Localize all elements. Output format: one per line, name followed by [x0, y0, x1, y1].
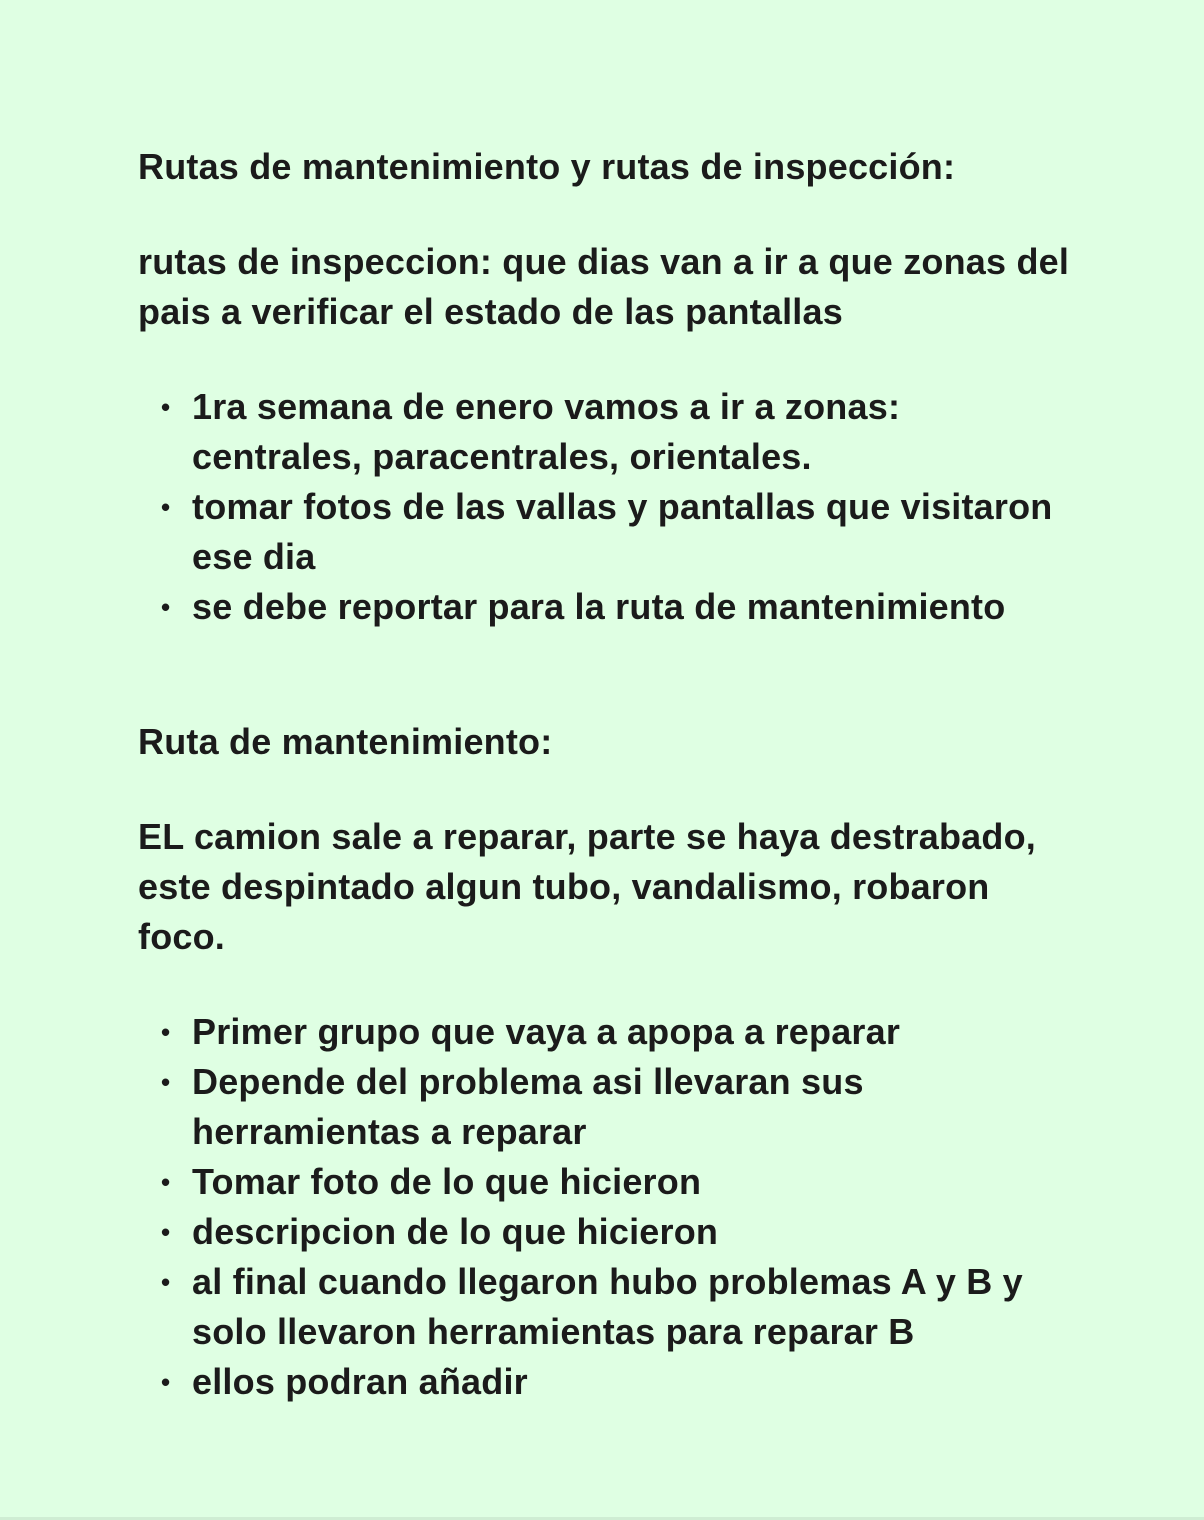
list-item-text: 1ra semana de enero vamos a ir a zonas: centrales, paracentrales, orientales.: [192, 386, 901, 477]
list-item: [138, 482, 1070, 582]
bullet-icon: •: [161, 492, 171, 522]
list-item: [138, 1207, 1070, 1257]
bullet-icon: •: [161, 1367, 171, 1397]
bullet-icon: •: [161, 592, 171, 622]
list-item: [138, 1157, 1070, 1207]
list-item-text: al final cuando llegaron hubo problemas A y B y solo llevaron herramientas para reparar B: [192, 1261, 1023, 1352]
bullet-icon: •: [161, 1067, 171, 1097]
inspection-intro-paragraph: rutas de inspeccion: que dias van a ir a que zonas del pais a verificar el estado de las pantallas: [138, 241, 1070, 332]
list-item-text: Depende del problema asi llevaran sus herramientas a reparar: [192, 1061, 864, 1152]
bullet-icon: •: [161, 392, 171, 422]
list-item-text: Tomar foto de lo que hicieron: [192, 1161, 702, 1202]
inspection-list: [138, 382, 1070, 632]
list-item: [138, 1007, 1070, 1057]
document-title: Rutas de mantenimiento y rutas de inspección:: [138, 146, 956, 187]
bullet-icon: •: [161, 1017, 171, 1047]
maintenance-heading: Ruta de mantenimiento:: [138, 721, 553, 762]
list-item: [138, 1257, 1070, 1357]
list-item-text: descripcion de lo que hicieron: [192, 1211, 719, 1252]
list-item-text: se debe reportar para la ruta de mantenimiento: [192, 586, 1006, 627]
list-item: [138, 582, 1070, 632]
list-item: [138, 382, 1070, 482]
list-item-text: tomar fotos de las vallas y pantallas que visitaron ese dia: [192, 486, 1053, 577]
list-item-text: ellos podran añadir: [192, 1361, 528, 1402]
bullet-icon: •: [161, 1167, 171, 1197]
maintenance-intro-paragraph: EL camion sale a reparar, parte se haya destrabado, este despintado algun tubo, vandalismo, robaron foco.: [138, 816, 1036, 957]
maintenance-list: [138, 1007, 1070, 1407]
bullet-icon: •: [161, 1267, 171, 1297]
list-item-text: Primer grupo que vaya a apopa a reparar: [192, 1011, 901, 1052]
list-item: [138, 1357, 1070, 1407]
list-item: [138, 1057, 1070, 1157]
bullet-icon: •: [161, 1217, 171, 1247]
